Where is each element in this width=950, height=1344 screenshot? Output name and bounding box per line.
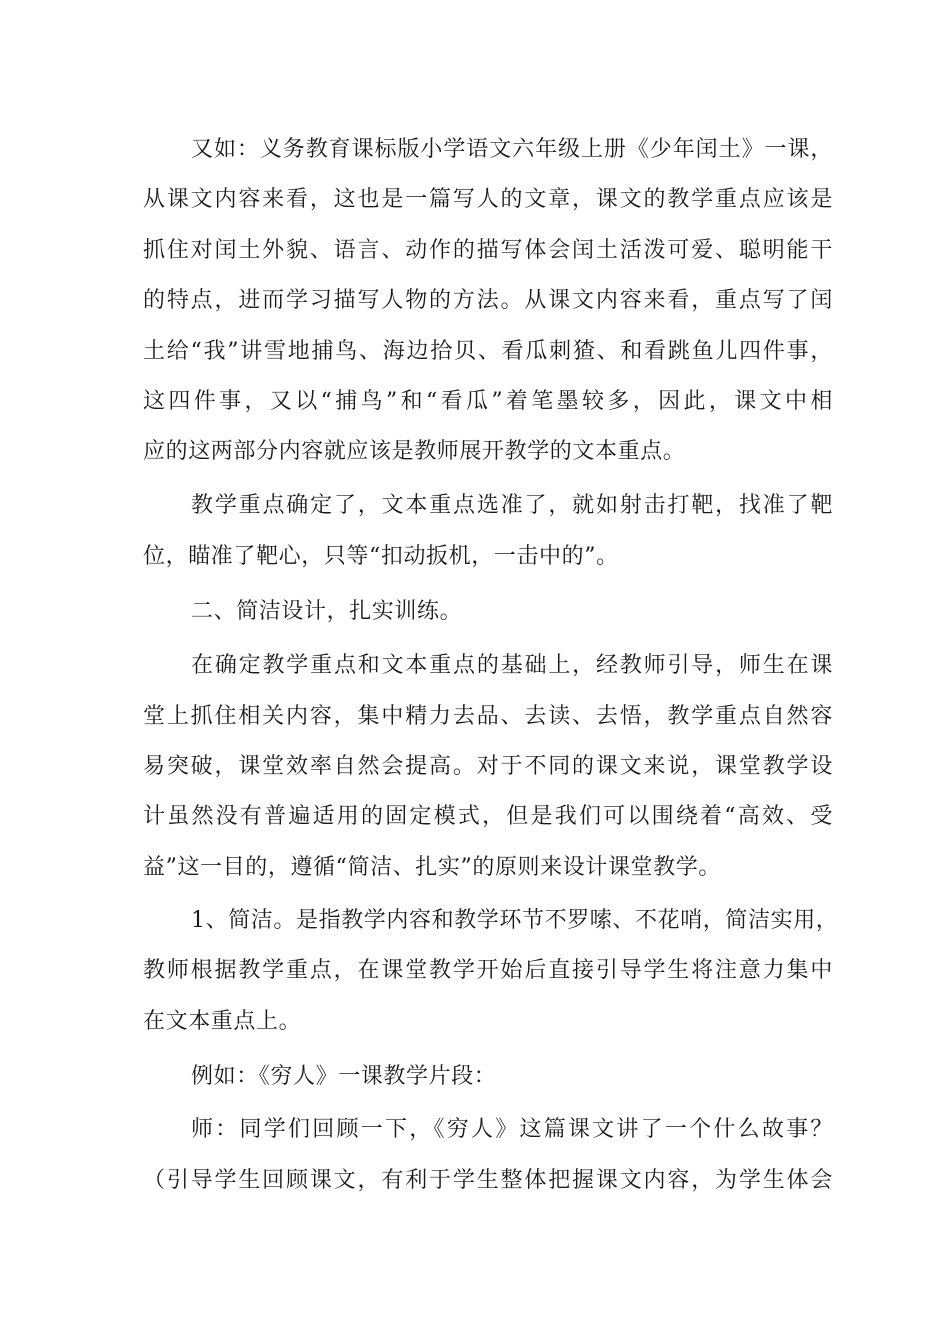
paragraph-4-line-3: 在文本重点上。 — [143, 1009, 302, 1034]
section-heading: 二、简洁设计，扎实训练。 — [191, 599, 463, 624]
paragraph-3-line-3: 易突破，课堂效率自然会提高。对于不同的课文来说，课堂教学设 — [143, 754, 833, 779]
paragraph-1-line-4: 的特点，进而学习描写人物的方法。从课文内容来看，重点写了闰 — [143, 288, 833, 313]
paragraph-3-line-2: 堂上抓住相关内容，集中精力去品、去读、去悟，教学重点自然容 — [143, 704, 833, 729]
paragraph-1-line-3: 抓住对闰土外貌、语言、动作的描写体会闰土活泼可爱、聪明能干 — [143, 238, 833, 263]
paragraph-3-line-5: 益”这一目的，遵循“简洁、扎实”的原则来设计课堂教学。 — [143, 855, 721, 880]
paragraph-3-line-4: 计虽然没有普遍适用的固定模式，但是我们可以围绕着“高效、受 — [143, 804, 833, 829]
dialogue-line-1: 师：同学们回顾一下，《穷人》这篇课文讲了一个什么故事？ — [191, 1117, 833, 1142]
paragraph-1-line-2: 从课文内容来看，这也是一篇写人的文章，课文的教学重点应该是 — [143, 187, 833, 212]
paragraph-1-line-5: 土给“我”讲雪地捕鸟、海边拾贝、看瓜刺猹、和看跳鱼儿四件事， — [143, 339, 833, 364]
paragraph-1-line-7: 应的这两部分内容就应该是教师展开教学的文本重点。 — [143, 439, 686, 464]
paragraph-4-line-2: 教师根据教学重点，在课堂教学开始后直接引导学生将注意力集中 — [143, 958, 833, 983]
paragraph-3-line-1: 在确定教学重点和文本重点的基础上，经教师引导，师生在课 — [191, 653, 833, 678]
paragraph-1-line-1: 又如：义务教育课标版小学语文六年级上册《少年闰土》一课， — [191, 137, 833, 162]
paragraph-4-line-1: 1、简洁。是指教学内容和教学环节不罗嗦、不花哨，简洁实用， — [191, 908, 839, 933]
dialogue-line-2: （引导学生回顾课文，有利于学生整体把握课文内容，为学生体会 — [143, 1168, 833, 1193]
paragraph-2-line-2: 位，瞄准了靶心，只等“扣动扳机，一击中的”。 — [143, 544, 619, 569]
paragraph-2-line-1: 教学重点确定了，文本重点选准了，就如射击打靶，找准了靶 — [191, 493, 833, 518]
example-intro: 例如：《穷人》一课教学片段： — [191, 1064, 497, 1089]
paragraph-1-line-6: 这四件事，又以“捕鸟”和“看瓜”着笔墨较多，因此，课文中相 — [143, 389, 833, 414]
